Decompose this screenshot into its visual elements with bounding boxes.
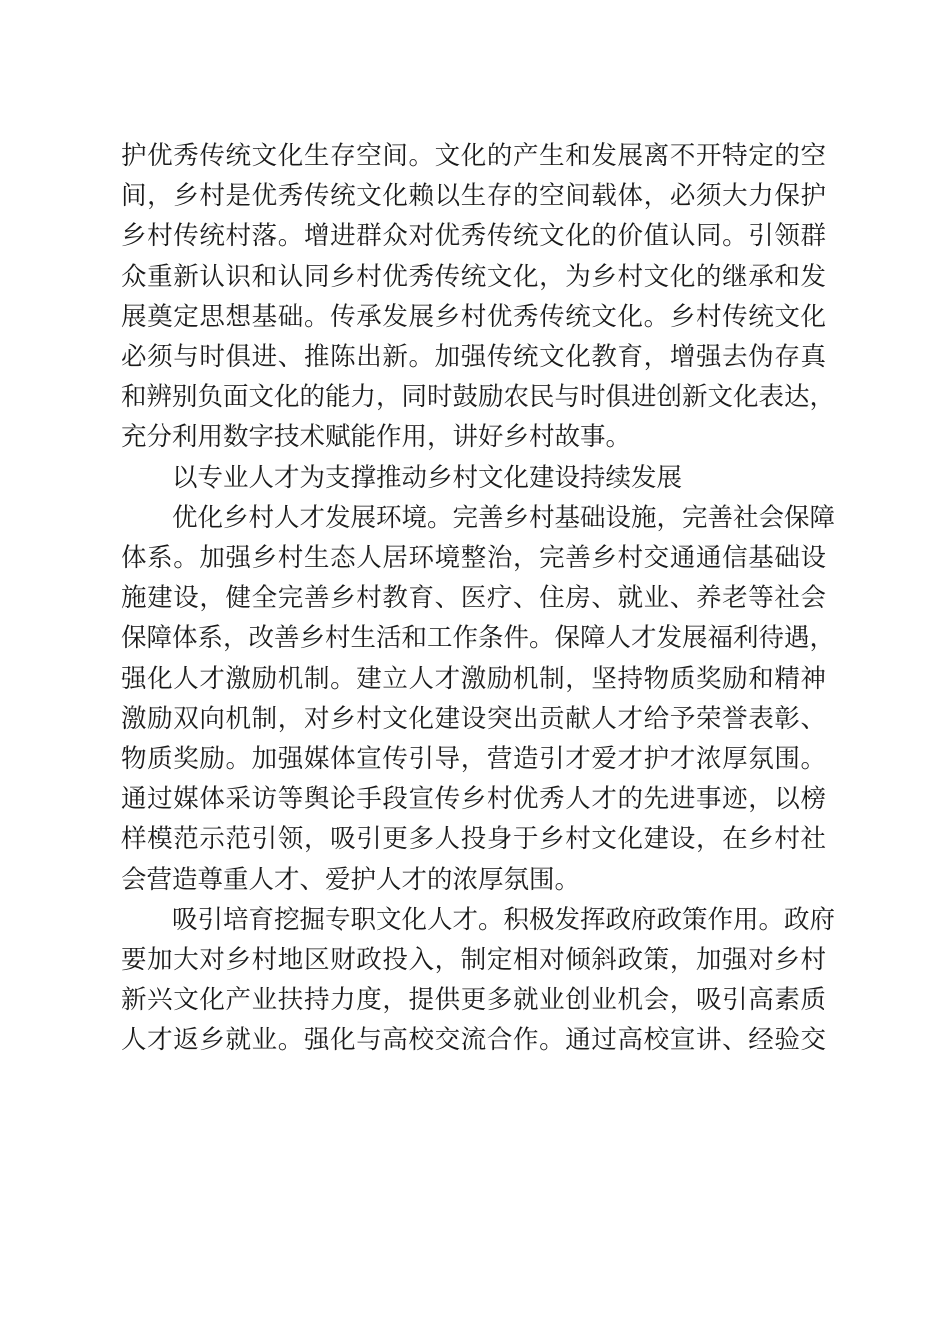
text-line: 人才返乡就业。强化与高校交流合作。通过高校宣讲、经验交 xyxy=(121,1025,826,1056)
text-line: 要加大对乡村地区财政投入，制定相对倾斜政策，加强对乡村 xyxy=(121,945,826,976)
section-heading-text: 以专业人才为支撑推动乡村文化建设持续发展 xyxy=(172,462,683,493)
text-line: 护优秀传统文化生存空间。文化的产生和发展离不开特定的空 xyxy=(121,141,826,171)
paragraph-talent-cultivation xyxy=(121,900,836,1061)
text-line: 保障体系，改善乡村生活和工作条件。保障人才发展福利待遇， xyxy=(121,623,836,654)
text-line: 间，乡村是优秀传统文化赖以生存的空间载体，必须大力保护 xyxy=(121,181,826,212)
text-line: 样模范示范引领，吸引更多人投身于乡村文化建设，在乡村社 xyxy=(121,824,826,855)
section-heading xyxy=(121,458,826,498)
text-line: 乡村传统村落。增进群众对优秀传统文化的价值认同。引领群 xyxy=(121,221,826,252)
text-line: 充分利用数字技术赋能作用，讲好乡村故事。 xyxy=(121,422,632,453)
paragraph-heritage-protection xyxy=(121,136,836,458)
text-line: 新兴文化产业扶持力度，提供更多就业创业机会，吸引高素质 xyxy=(121,985,826,1016)
text-line: 吸引培育挖掘专职文化人才。积极发挥政府政策作用。政府 xyxy=(172,904,836,935)
paragraph-talent-environment xyxy=(121,498,836,900)
text-line: 众重新认识和认同乡村优秀传统文化，为乡村文化的继承和发 xyxy=(121,261,826,292)
text-line: 激励双向机制，对乡村文化建设突出贡献人才给予荣誉表彰、 xyxy=(121,703,826,734)
text-line: 必须与时俱进、推陈出新。加强传统文化教育，增强去伪存真 xyxy=(121,342,826,373)
text-line: 展奠定思想基础。传承发展乡村优秀传统文化。乡村传统文化 xyxy=(121,301,826,332)
text-line: 和辨别负面文化的能力，同时鼓励农民与时俱进创新文化表达， xyxy=(121,382,836,413)
text-line: 物质奖励。加强媒体宣传引导，营造引才爱才护才浓厚氛围。 xyxy=(121,744,826,775)
body-text xyxy=(121,136,836,1061)
text-line: 强化人才激励机制。建立人才激励机制，坚持物质奖励和精神 xyxy=(121,663,826,694)
text-line: 通过媒体采访等舆论手段宣传乡村优秀人才的先进事迹，以榜 xyxy=(121,784,826,815)
text-line: 体系。加强乡村生态人居环境整治，完善乡村交通通信基础设 xyxy=(121,543,826,574)
text-line: 优化乡村人才发展环境。完善乡村基础设施，完善社会保障 xyxy=(172,502,836,533)
text-line: 会营造尊重人才、爱护人才的浓厚氛围。 xyxy=(121,864,581,895)
text-line: 施建设，健全完善乡村教育、医疗、住房、就业、养老等社会 xyxy=(121,583,826,614)
